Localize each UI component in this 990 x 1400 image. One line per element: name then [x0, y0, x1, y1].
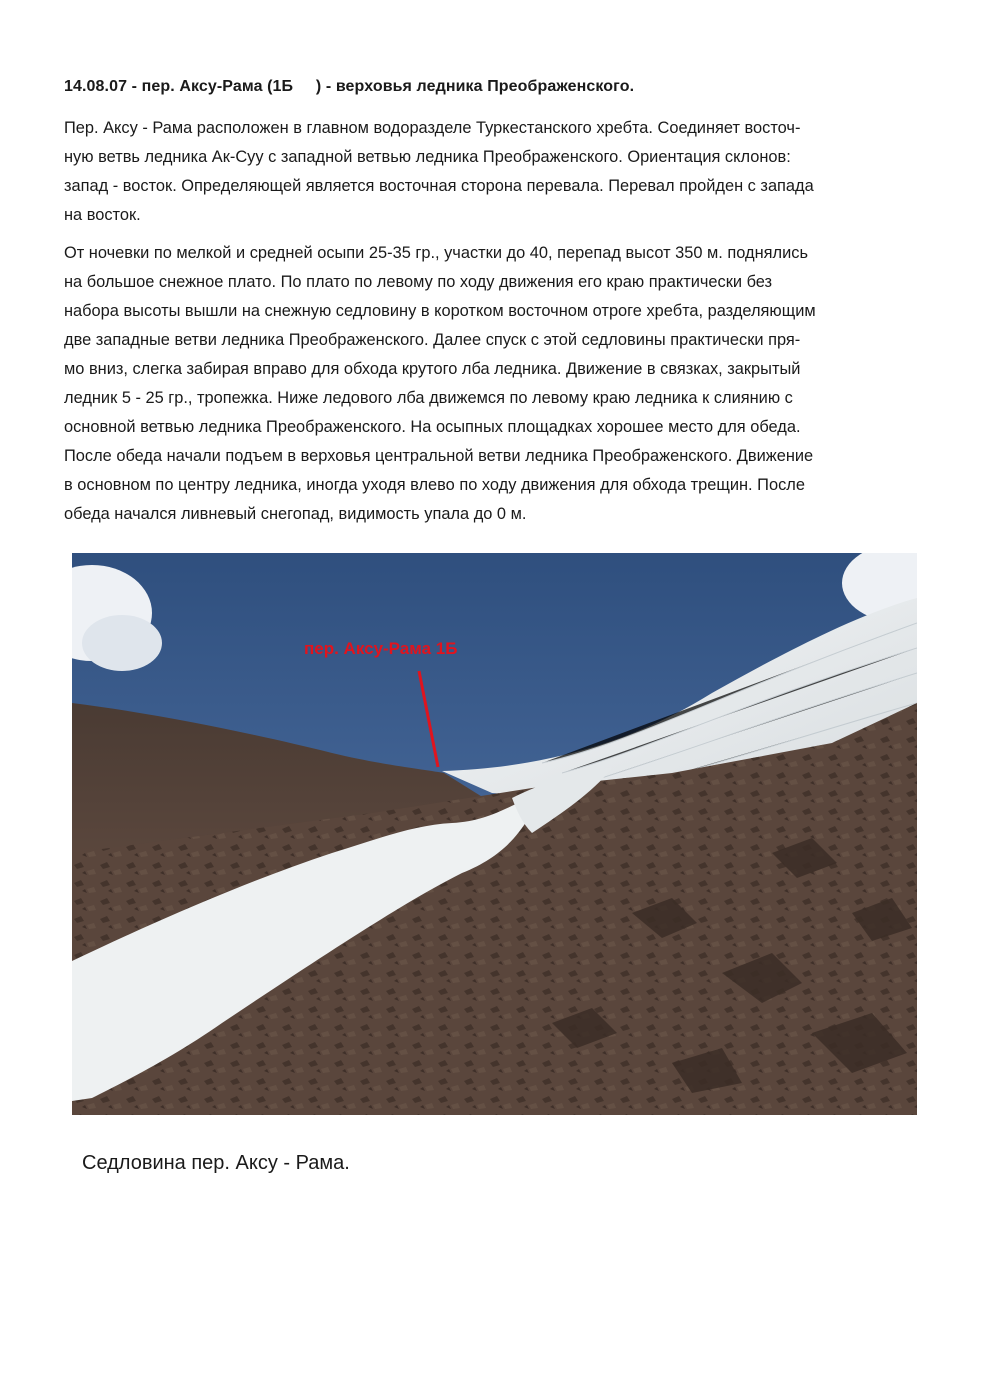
pass-annotation: пер. Аксу-Рама 1Б: [304, 639, 458, 658]
text-line: обеда начался ливневый снегопад, видимость упала до 0 м.: [64, 505, 527, 523]
text-line: основной ветвью ледника Преображенского. На осыпных площадках хорошее место для обеда.: [64, 418, 801, 436]
paragraph-pass-description: [64, 114, 920, 230]
mountain-pass-photo: [72, 553, 917, 1115]
text-line: ную ветвь ледника Ак-Суу с западной ветвью ледника Преображенского. Ориентация склонов:: [64, 148, 791, 166]
text-line: От ночевки по мелкой и средней осыпи 25-35 гр., участки до 40, перепад высот 350 м. поднялись: [64, 244, 808, 262]
text-line: мо вниз, слегка забирая вправо для обхода крутого лба ледника. Движение в связках, закрытый: [64, 360, 801, 378]
text-line: ледник 5 - 25 гр., тропежка. Ниже ледового лба движемся по левому краю ледника к слиянию с: [64, 389, 793, 407]
photo-caption: Седловина пер. Аксу - Рама.: [82, 1152, 350, 1174]
text-line: в основном по центру ледника, иногда уходя влево по ходу движения для обхода трещин. После: [64, 476, 805, 494]
photo-illustration: [72, 553, 917, 1115]
text-line: После обеда начали подъем в верховья центральной ветви ледника Преображенского. Движение: [64, 447, 814, 465]
text-line: набора высоты вышли на снежную седловину в коротком восточном отроге хребта, разделяющим: [64, 302, 816, 320]
text-line: на большое снежное плато. По плато по левому по ходу движения его краю практически без: [64, 273, 773, 291]
text-line: Пер. Аксу - Рама расположен в главном водоразделе Туркестанского хребта. Соединяет восточ-: [64, 119, 801, 137]
text-line: на восток.: [64, 206, 141, 224]
page-heading: 14.08.07 - пер. Аксу-Рама (1Б ) - верховья ледника Преображенского.: [64, 78, 635, 95]
text-line: две западные ветви ледника Преображенского. Далее спуск с этой седловины практически пря-: [64, 331, 801, 349]
text-line: запад - восток. Определяющей является восточная сторона перевала. Перевал пройден с запада: [64, 177, 814, 195]
paragraph-route-description: [64, 239, 920, 529]
